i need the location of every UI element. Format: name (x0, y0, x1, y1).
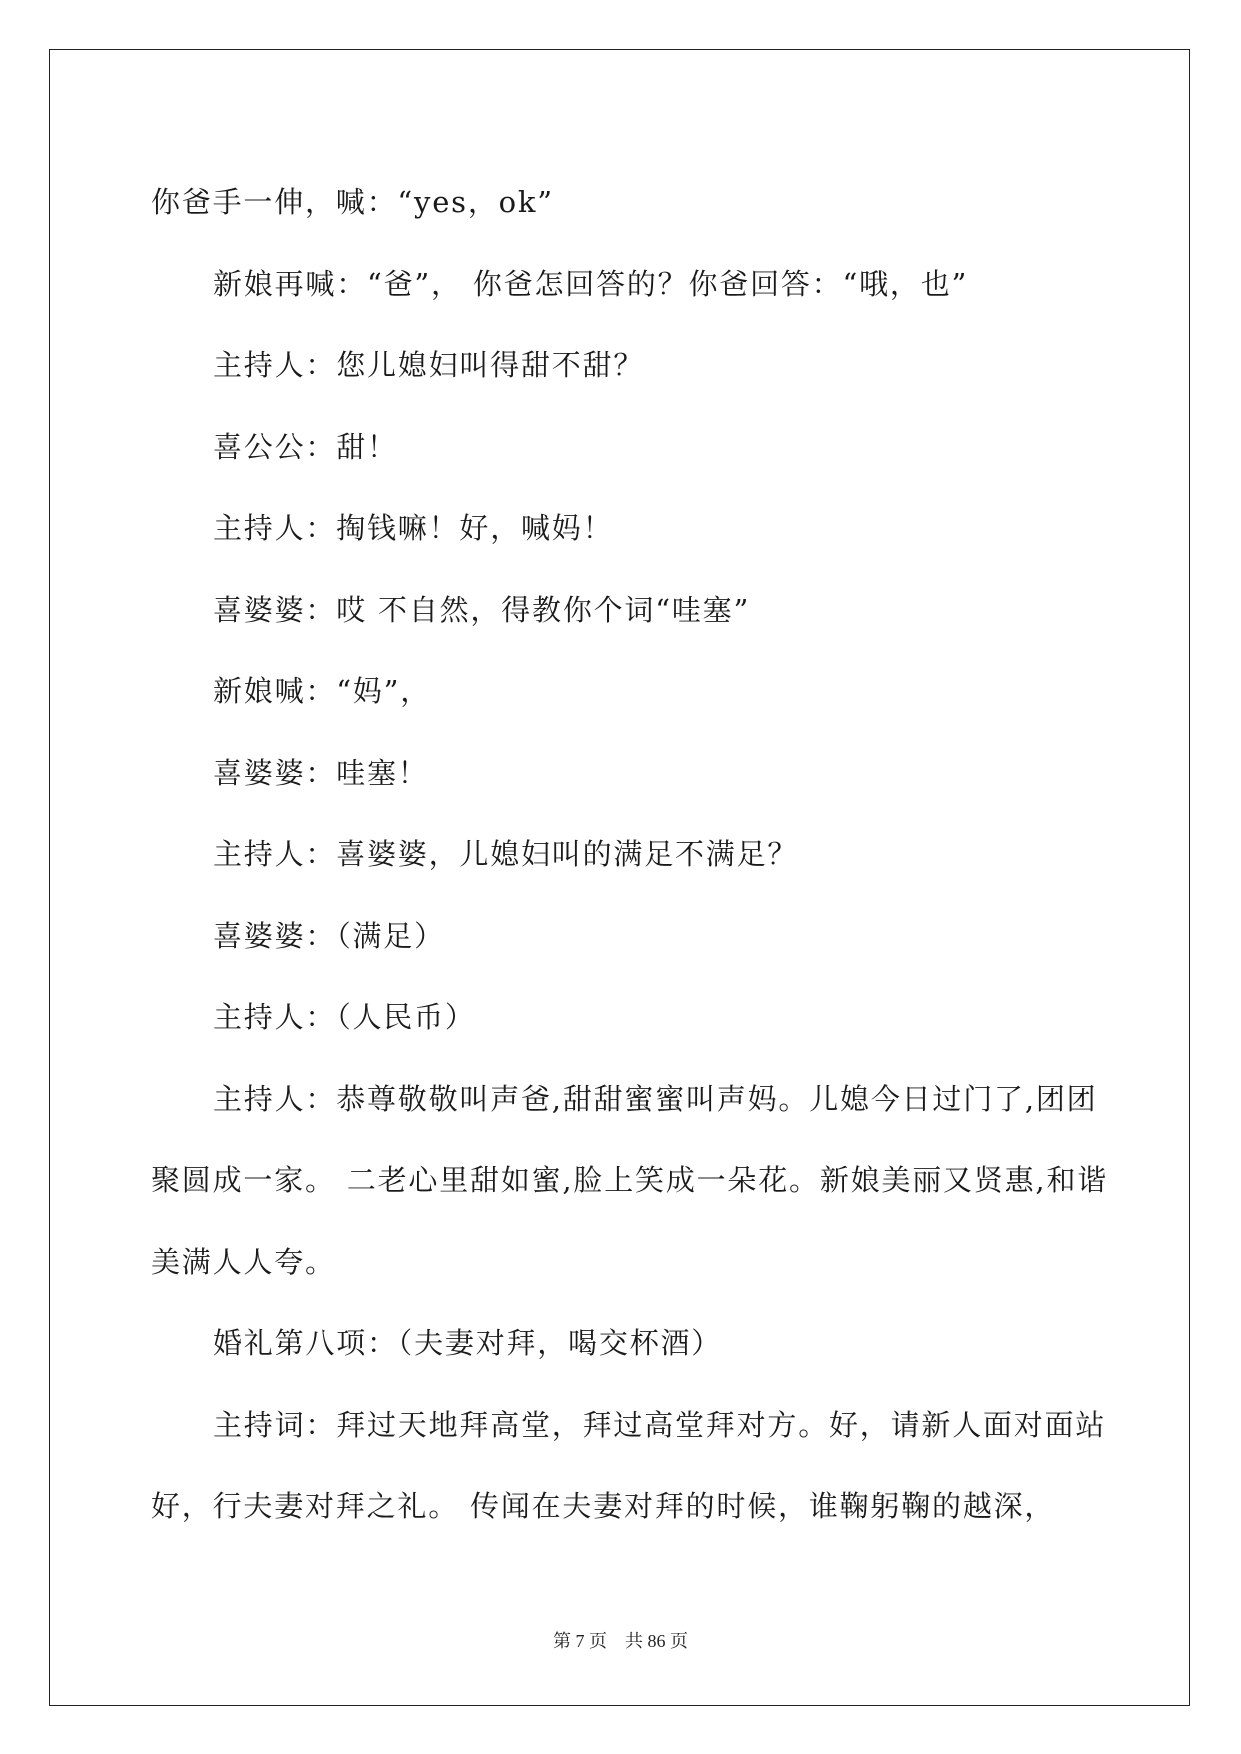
paragraph: 主持人：恭尊敬敬叫声爸,甜甜蜜蜜叫声妈。儿媳今日过门了,团团聚圆成一家。 二老心里甜如蜜,脸上笑成一朵花。新娘美丽又贤惠,和谐美满人人夸。 (151, 1081, 1109, 1279)
paragraph: 主持人：您儿媳妇叫得甜不甜？ (213, 348, 645, 382)
paragraph: 喜婆婆：哎 不自然，得教你个词“哇塞” (213, 592, 751, 627)
page-number-footer: 第 7 页 共 86 页 (553, 1631, 688, 1651)
paragraph: 主持人：掏钱嘛！好，喊妈！ (213, 511, 614, 545)
paragraph: 你爸手一伸，喊：“yes，ok” (151, 185, 554, 219)
paragraph: 新娘喊：“妈”， (213, 674, 432, 708)
paragraph: 主持人：喜婆婆，儿媳妇叫的满足不满足？ (213, 837, 799, 871)
paragraph: 主持词：拜过天地拜高堂，拜过高堂拜对方。好，请新人面对面站好，行夫妻对拜之礼。 传闻在夫妻对拜的时候，谁鞠躬鞠的越深， (151, 1407, 1107, 1523)
paragraph: 主持人：（人民币） (213, 1000, 476, 1034)
document-body (151, 162, 1116, 1548)
paragraph: 新娘再喊：“爸”， 你爸怎回答的？你爸回答：“哦，也” (213, 266, 969, 301)
paragraph: 喜婆婆：（满足） (213, 918, 445, 953)
paragraph: 喜婆婆：哇塞！ (213, 755, 429, 790)
paragraph: 婚礼第八项：（夫妻对拜，喝交杯酒） (213, 1326, 723, 1360)
paragraph: 喜公公：甜！ (213, 429, 398, 464)
